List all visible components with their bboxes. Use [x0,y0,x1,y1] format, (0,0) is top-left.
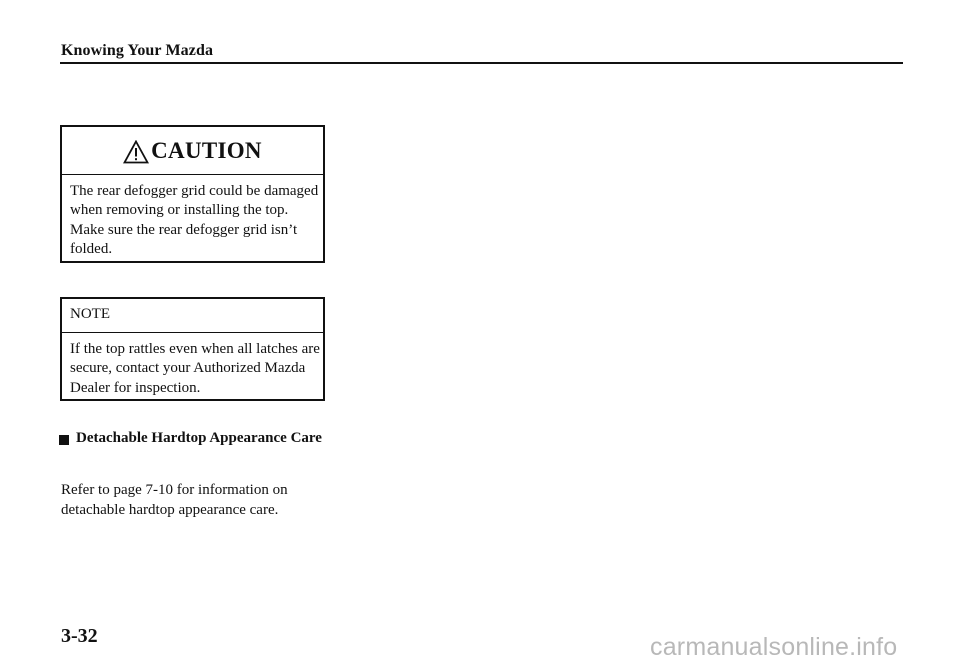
section-heading: Detachable Hardtop Appearance Care [76,430,322,446]
warning-triangle-icon [123,140,149,164]
note-title: NOTE [70,306,110,322]
caution-header [62,127,323,175]
page-header-title: Knowing Your Mazda [61,42,214,59]
caution-text: The rear defogger grid could be damaged when removing or installing the top. Make sure the rear defogger grid isn’t folded. [70,183,319,257]
caution-box [60,125,325,263]
note-text: If the top rattles even when all latches are secure, contact your Authorized Mazda Dealer for inspection. [70,341,320,396]
square-bullet-icon [59,435,69,445]
page-number: 3-32 [61,625,98,647]
note-header [62,299,323,333]
header-rule [60,62,903,64]
watermark: carmanualsonline.info [650,633,898,661]
caution-title: CAUTION [151,137,262,163]
section-text: Refer to page 7-10 for information on detachable hardtop appearance care. [61,482,288,518]
note-box [60,297,325,401]
